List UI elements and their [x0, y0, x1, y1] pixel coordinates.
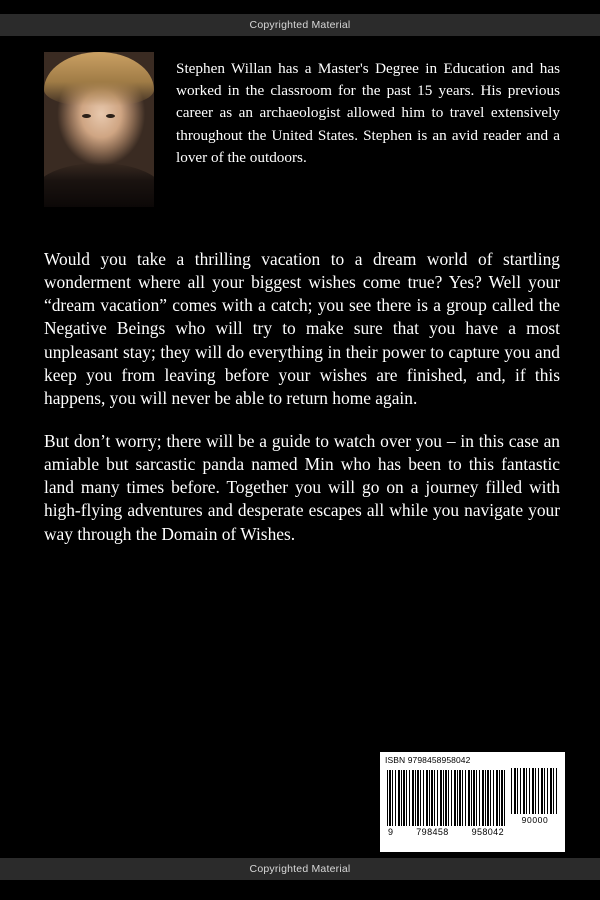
isbn-row [380, 752, 565, 766]
book-blurb [44, 248, 560, 546]
ean13-left-digit: 9 [388, 827, 394, 837]
copyright-watermark-top: Copyrighted Material [0, 14, 600, 36]
portrait-eye-left [82, 114, 91, 118]
portrait-shoulders [44, 163, 154, 207]
copyright-watermark-bottom: Copyrighted Material [0, 858, 600, 880]
portrait-hair [44, 52, 154, 106]
author-block [44, 52, 560, 207]
ean13-digits [387, 827, 505, 837]
ean5-bars-icon [511, 768, 559, 814]
ean5-digits: 90000 [521, 815, 549, 825]
isbn-label: ISBN 9798458958042 [385, 755, 471, 765]
barcode-block [380, 752, 565, 852]
blurb-paragraph-2: But don’t worry; there will be a guide to watch over you – in this case an amiable but sarcastic panda named Min who has been to this fantastic land many times before. Together you will go on a journey filled with high-flying adventures and desperate escapes all while you navigate your way through the Domain of Wishes. [44, 430, 560, 544]
ean13-barcode [387, 770, 505, 837]
blurb-paragraph-1: Would you take a thrilling vacation to a dream world of startling wonderment where all your biggest wishes come true? Yes? Well your “dream vacation” comes with a catch; you see there is a group called the Negative Beings who will try to make sure that you have a most unpleasant stay; they will do everything in their power to capture you and keep you from leaving before your wishes are finished, and, if this happens, you will never be able to return home again. [44, 249, 560, 408]
portrait-eye-right [106, 114, 115, 118]
ean13-group-2: 958042 [471, 827, 504, 837]
ean5-supplement [511, 768, 559, 825]
ean13-bars-icon [387, 770, 505, 826]
ean13-group-1: 798458 [416, 827, 449, 837]
author-bio-text: Stephen Willan has a Master's Degree in Education and has worked in the classroom for the past 15 years. His previous career as an archaeologist allowed him to travel extensively throughout the United States. Stephen is an avid reader and a lover of the outdoors. [176, 60, 560, 166]
author-photo [44, 52, 154, 207]
